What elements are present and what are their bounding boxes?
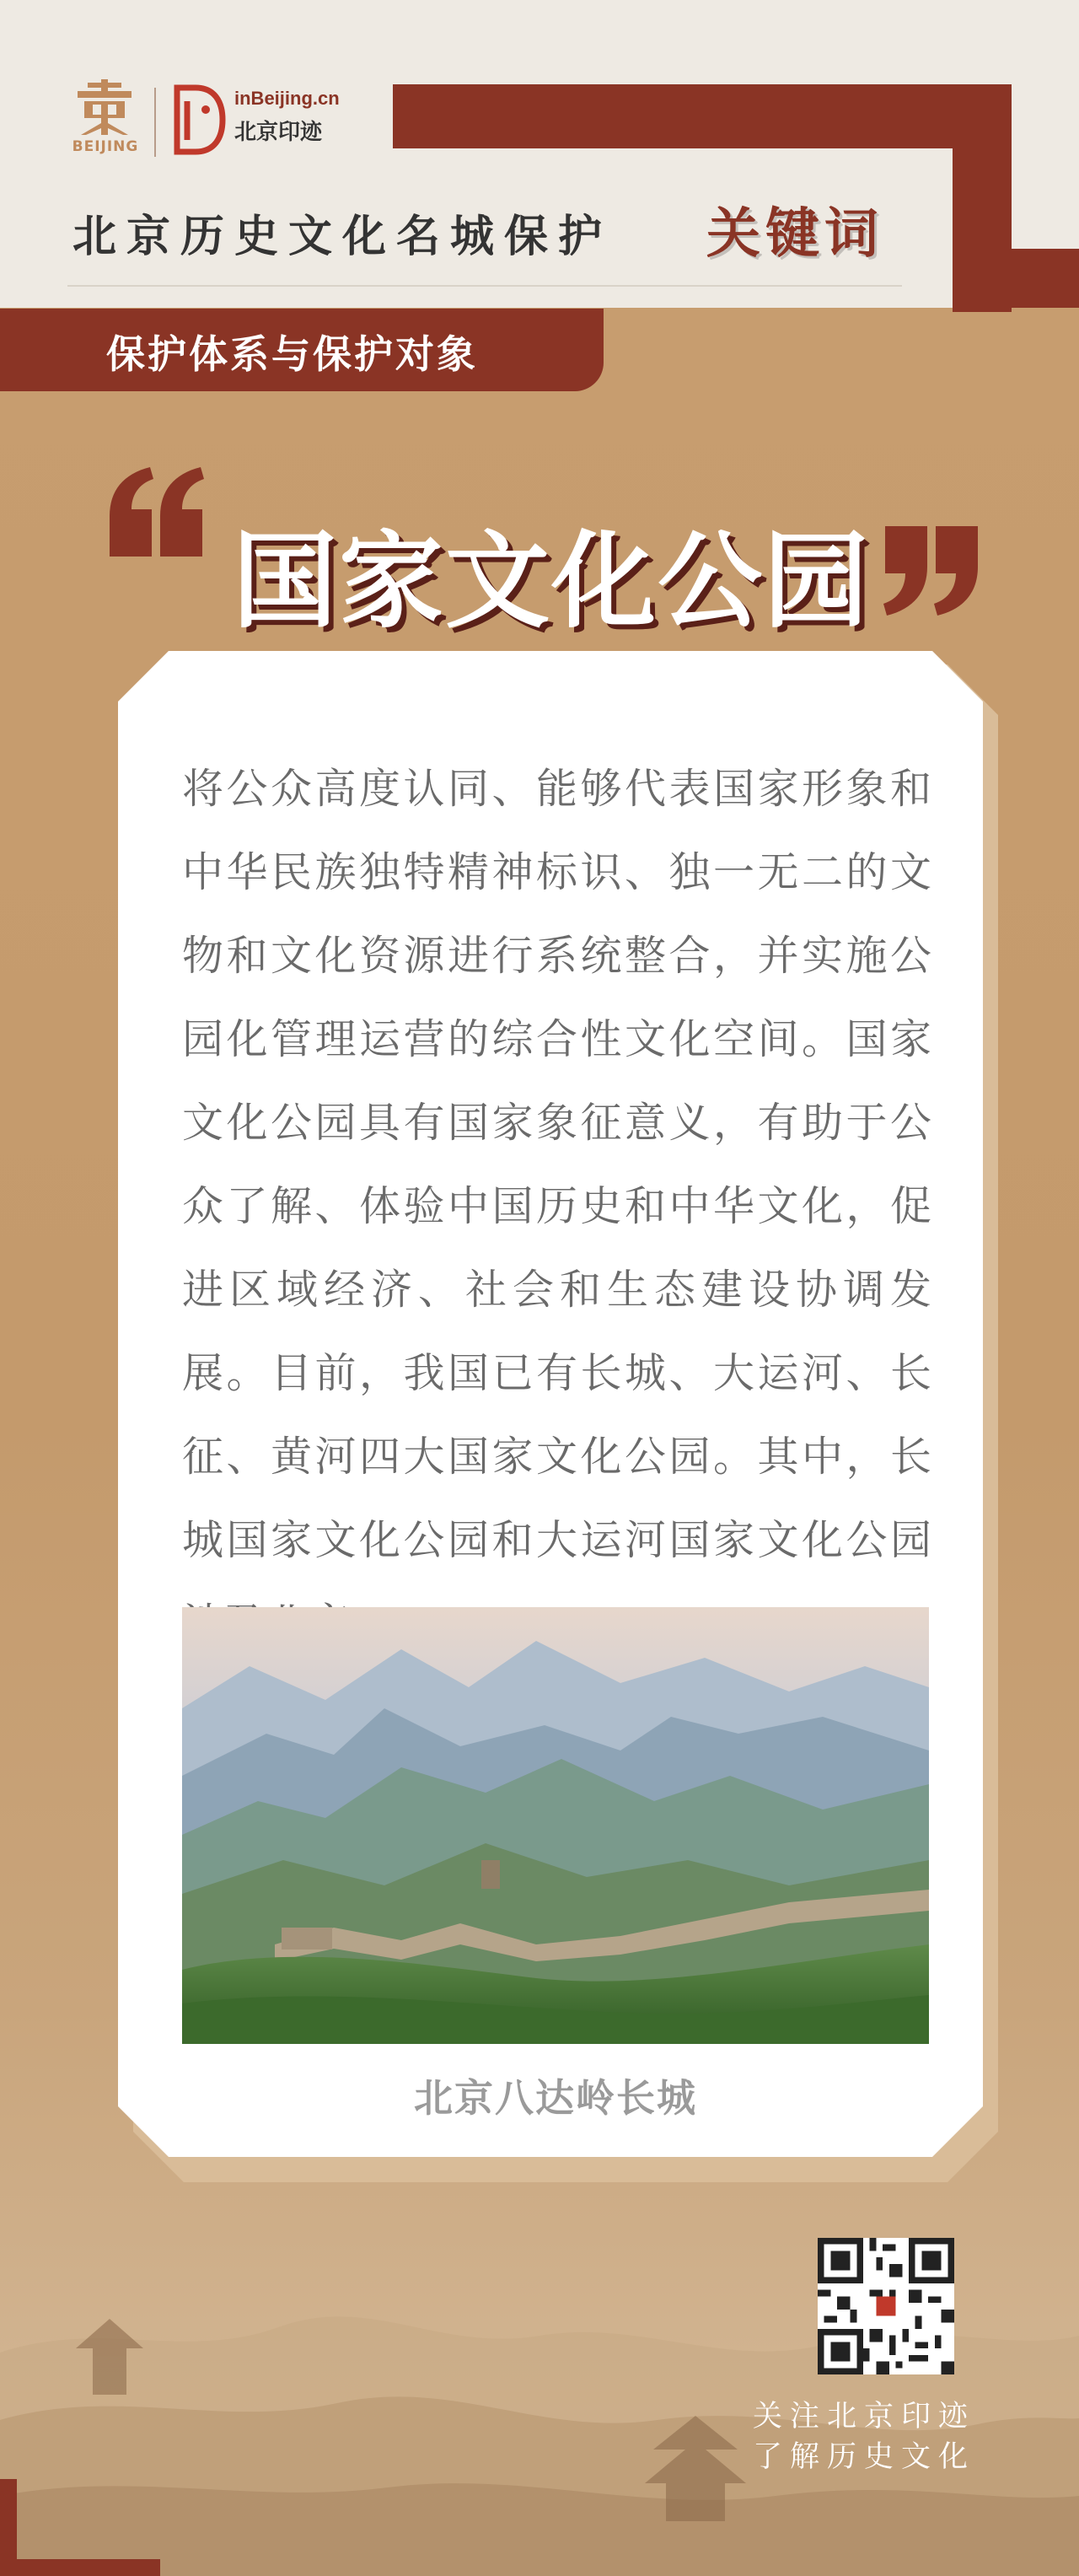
close-quote-icon: [882, 524, 981, 617]
brand-domain: inBeijing.cn: [234, 88, 340, 109]
header-accent-bar: [393, 84, 1012, 148]
keyword-title: 国家文化公园: [233, 520, 871, 643]
series-keyword: 关键词: [706, 202, 883, 266]
footer-learn-text: 了解历史文化: [753, 2440, 976, 2474]
header-accent-corner: [953, 249, 1079, 308]
series-title: 北京历史文化名城保护: [72, 211, 613, 262]
open-quote-icon: [106, 465, 206, 558]
brand-name: 北京印迹: [234, 120, 323, 145]
qr-code-icon[interactable]: [818, 2238, 954, 2374]
footer-follow-text: 关注北京印迹: [753, 2400, 976, 2433]
category-label: 保护体系与保护对象: [106, 331, 478, 377]
definition-text: 将公众高度认同、能够代表国家形象和中华民族独特精神标识、独一无二的文物和文化资源进行系统整合，并实施公园化管理运营的综合性文化空间。国家文化公园具有国家象征意义，有助于公众了解、体验中国历史和中华文化，促进区域经济、社会和生态建设协调发展。目前，我国已有长城、大运河、长征、黄河四大国家文化公园。其中，长城国家文化公园和大运河国家文化公园: [182, 765, 932, 1564]
header-divider: [67, 285, 902, 287]
photo-caption: 北京八达岭长城: [414, 2075, 697, 2121]
great-wall-photo: [182, 1607, 929, 2044]
inbeijing-logo-icon: [172, 84, 226, 155]
logo-divider: [154, 88, 156, 157]
logo-label: BEIJING: [72, 138, 139, 155]
